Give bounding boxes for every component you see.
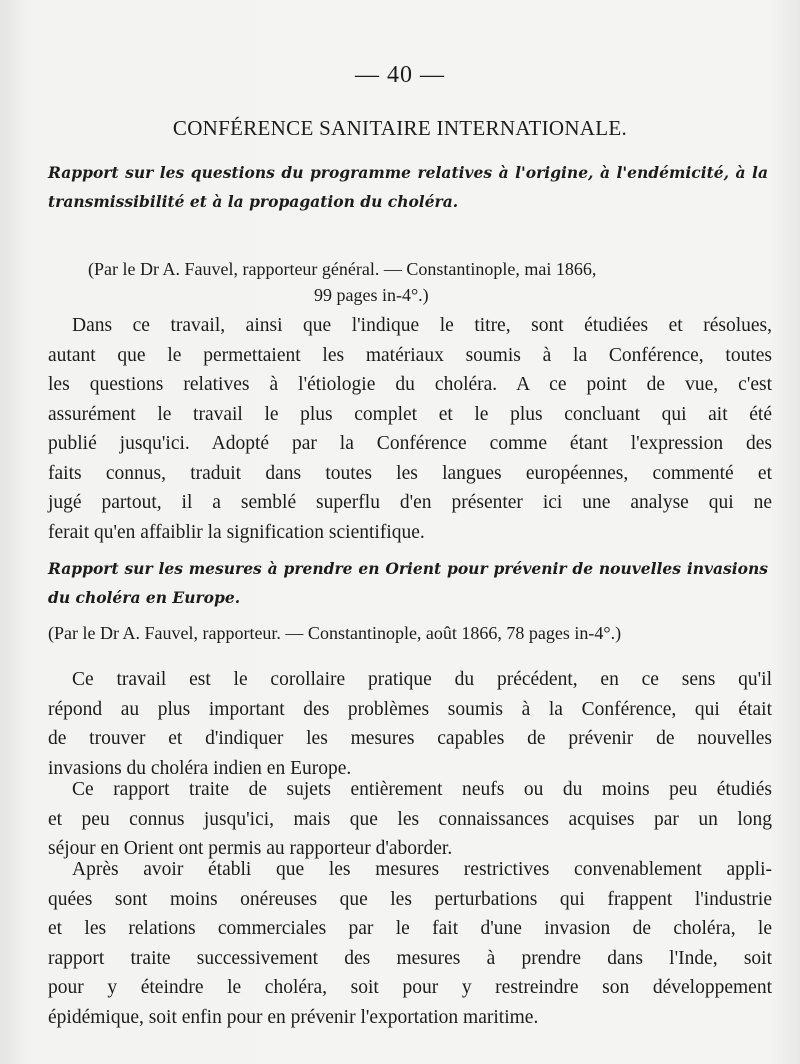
text-line: Dans ce travail, ainsi que l'indique le titre, sont étudiées et résolues, — [72, 315, 772, 336]
paragraph-etiologie — [48, 311, 772, 547]
section-heading-mesures: Rapport sur les mesures à prendre en Orient pour prévenir de nouvelles invasions du choléra en Europe. — [48, 559, 768, 607]
text-line: rapport traite successivement des mesures à prendre dans l'Inde, soit — [48, 947, 772, 969]
text-line: répond au plus important des problèmes soumis à la Conférence, qui était — [48, 698, 772, 720]
text-line: jugé partout, il a semblé superflu d'en présenter ici une analyse qui ne — [48, 492, 772, 513]
text-line: Ce travail est le corollaire pratique du précédent, en ce sens qu'il — [72, 669, 772, 690]
text-line: publié jusqu'ici. Adopté par la Conférence comme étant l'expression des — [48, 433, 772, 454]
running-title: CONFÉRENCE SANITAIRE INTERNATIONALE. — [172, 116, 628, 140]
paragraph-corollaire — [48, 665, 772, 783]
text-line: autant que le permettaient les matériaux soumis à la Conférence, toutes — [48, 344, 772, 366]
text-line: de trouver et d'indiquer les mesures capables de prévenir de nouvelles — [48, 728, 772, 749]
text-line: séjour en Orient ont permis au rapporteur d'aborder. — [48, 838, 453, 859]
section-heading-origine: Rapport sur les questions du programme relatives à l'origine, à l'endémicité, à la transmissibilité et à la propagation du choléra. — [48, 163, 768, 211]
text-line: Après avoir établi que les mesures restrictives convenablement appli- — [72, 859, 772, 880]
text-line: assurément le travail le plus complet et le plus concluant qui ait été — [48, 403, 772, 425]
text-line: et peu connus jusqu'ici, mais que les connaissances acquises par un long — [48, 808, 772, 830]
text-line: invasions du choléra indien en Europe. — [48, 757, 352, 779]
page-number: — 40 — — [355, 62, 445, 88]
citation-line: (Par le Dr A. Fauvel, rapporteur général. — Constantinople, mai 1866, — [88, 259, 597, 279]
paragraph-sujets-neufs — [48, 775, 772, 864]
text-line: et les relations commerciales par le fait d'une invasion de choléra, le — [48, 918, 772, 939]
text-line: les questions relatives à l'étiologie du choléra. A ce point de vue, c'est — [48, 374, 772, 395]
citation-rapport-origine — [48, 256, 768, 308]
text-line: ferait qu'en affaiblir la signification scientifique. — [48, 521, 425, 543]
citation-line: 99 pages in-4°.) — [314, 285, 429, 305]
text-line: pour y éteindre le choléra, soit pour y restreindre son développement — [48, 977, 772, 998]
citation-line: (Par le Dr A. Fauvel, rapporteur. — Constantinople, août 1866, 78 pages in-4°.) — [48, 623, 622, 643]
text-line: épidémique, soit enfin pour en prévenir l'exportation maritime. — [48, 1006, 539, 1028]
citation-rapport-mesures — [48, 620, 768, 646]
paragraph-mesures-restrictives — [48, 855, 772, 1032]
text-line: Ce rapport traite de sujets entièrement neufs ou du moins peu étudiés — [72, 779, 772, 800]
text-line: quées sont moins onéreuses que les perturbations qui frappent l'industrie — [48, 888, 772, 910]
text-line: faits connus, traduit dans toutes les langues européennes, commenté et — [48, 462, 772, 484]
